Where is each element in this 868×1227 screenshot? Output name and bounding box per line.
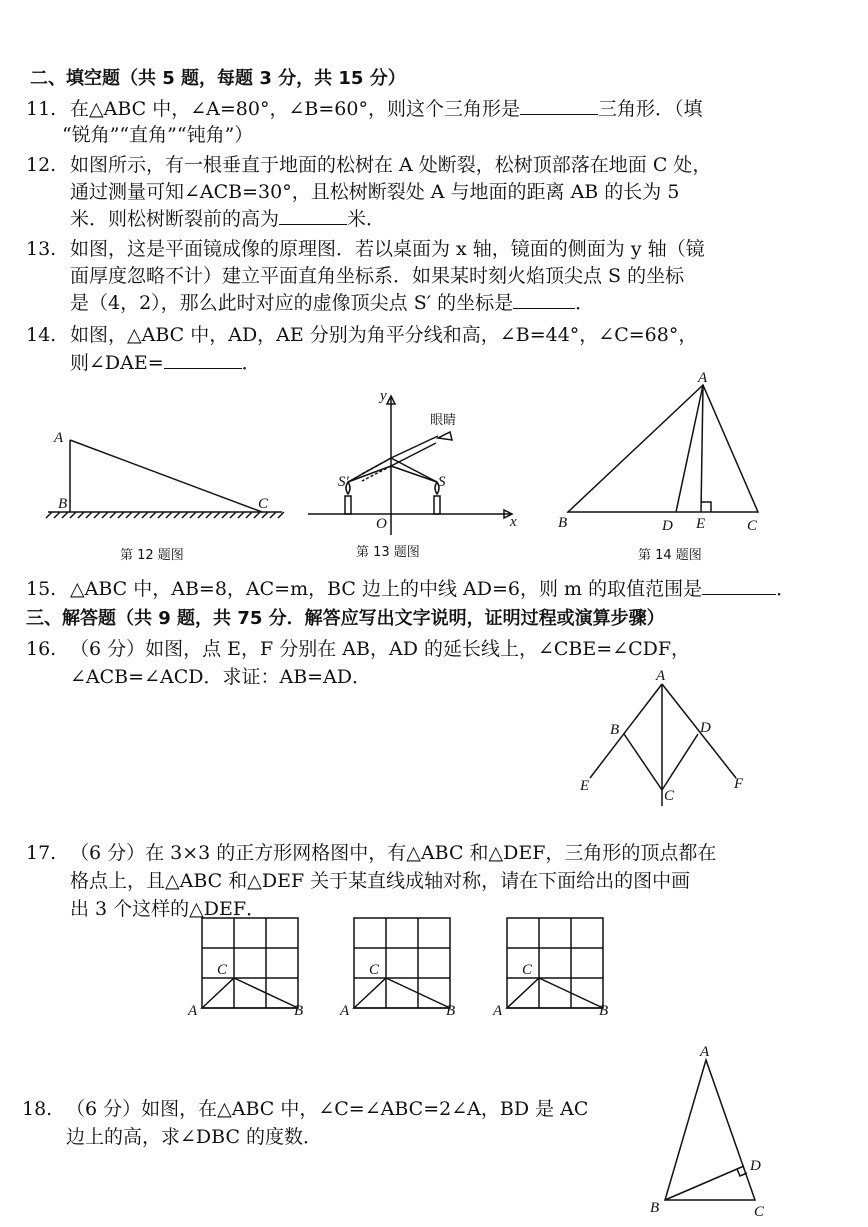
q15-text-b: ． — [776, 578, 796, 600]
q12-text-b: 米． — [347, 208, 386, 230]
fig13-caption: 第 13 题图 — [356, 545, 420, 560]
q11-line2: “锐角”“直角”“钝角”） — [62, 124, 254, 146]
figure-14 — [558, 370, 758, 563]
fig16-segment-af — [662, 684, 736, 778]
fig18-label-b: B — [650, 1200, 660, 1216]
fig13-candle — [434, 496, 440, 514]
section-3-header: 三、解答题（共 9 题，共 75 分．解答应写出文字说明，证明过程或演算步骤） — [26, 608, 665, 629]
fig13-ray-4 — [391, 458, 437, 482]
q17-line2: 格点上，且△ABC 和△DEF 关于某直线成轴对称，请在下面给出的图中画 — [70, 870, 691, 892]
grid3-triangle-abc — [507, 978, 603, 1008]
fig16-segment-ae — [590, 684, 662, 778]
fig13-label-eye: 眼睛 — [430, 413, 457, 428]
q16-line2: ∠ACB=∠ACD．求证：AB=AD． — [70, 666, 372, 688]
figure-17-grid-1 — [187, 918, 303, 1019]
q12-text-a: 米．则松树断裂前的高为 — [70, 208, 280, 230]
grid2-label-b: B — [446, 1003, 456, 1019]
q18-line2: 边上的高，求∠DBC 的度数． — [66, 1126, 323, 1148]
q12-line2: 通过测量可知∠ACB=30°，且松树断裂处 A 与地面的距离 AB 的长为 5 — [70, 181, 680, 203]
q11-number: 11. — [26, 98, 57, 120]
q13-line2: 面厚度忽略不计）建立平面直角坐标系．如果某时刻火焰顶尖点 S 的坐标 — [70, 265, 685, 287]
grid3-label-b: B — [599, 1003, 609, 1019]
fig18-triangle-abc — [665, 1060, 755, 1200]
fig14-label-e: E — [696, 516, 706, 532]
fig13-label-s-prime: S′ — [338, 474, 349, 490]
fig16-label-d: D — [700, 720, 711, 736]
q15-text-a: △ABC 中，AB=8，AC=m，BC 边上的中线 AD=6，则 m 的取值范围是 — [70, 578, 703, 600]
fig16-label-a: A — [656, 668, 666, 684]
fig16-label-c: C — [664, 788, 675, 804]
figure-18 — [650, 1044, 765, 1220]
fig12-ground-hatch — [46, 512, 284, 518]
fig13-eye-icon — [438, 432, 452, 440]
q18-number: 18. — [22, 1098, 53, 1120]
q14-text-b: ． — [241, 352, 261, 374]
q14-number: 14. — [26, 324, 57, 346]
q13-number: 13. — [26, 238, 57, 260]
fig13-label-y: y — [380, 388, 387, 404]
fig12-caption: 第 12 题图 — [120, 548, 184, 563]
figure-17-grid-2 — [339, 918, 455, 1019]
q15-answer-blank[interactable] — [702, 576, 776, 595]
fig16-segment-dc — [662, 734, 698, 790]
grid2-triangle-abc — [354, 978, 450, 1008]
fig13-label-s: S — [438, 474, 446, 490]
grid3-label-a: A — [493, 1003, 503, 1019]
fig16-label-b: B — [610, 722, 620, 738]
q18-line1 — [22, 1096, 588, 1122]
fig14-caption: 第 14 题图 — [638, 548, 702, 563]
grid2-label-a: A — [340, 1003, 350, 1019]
fig13-ray-3 — [391, 466, 437, 482]
q16-line1 — [26, 636, 690, 662]
q11-text-a: 在△ABC 中，∠A=80°，∠B=60°，则这个三角形是 — [70, 98, 520, 120]
q11-text-b: 三角形．（填 — [597, 98, 703, 120]
figure-16 — [579, 668, 744, 806]
q13-text-a: 是（4，2），那么此时对应的虚像顶尖点 S′ 的坐标是 — [70, 292, 514, 314]
fig12-label-b: B — [58, 496, 68, 512]
fig14-right-angle-mark — [701, 502, 711, 512]
grid1-label-b: B — [294, 1003, 304, 1019]
fig13-label-x: x — [510, 514, 517, 530]
fig14-segment-ae — [701, 385, 703, 512]
q15-line — [26, 576, 795, 602]
q17-text: （6 分）在 3×3 的正方形网格图中，有△ABC 和△DEF，三角形的顶点都在 — [70, 842, 717, 864]
fig12-label-a: A — [54, 430, 64, 446]
q13-text: 如图，这是平面镜成像的原理图．若以桌面为 x 轴，镜面的侧面为 y 轴（镜 — [70, 238, 705, 260]
fig18-label-d: D — [750, 1158, 761, 1174]
grid1-label-c: C — [217, 962, 228, 978]
q14-text: 如图，△ABC 中，AD，AE 分别为角平分线和高，∠B=44°，∠C=68°， — [70, 324, 698, 346]
q15-number: 15. — [26, 578, 57, 600]
fig16-segment-bc — [624, 734, 662, 790]
grid1-label-a: A — [188, 1003, 198, 1019]
q13-text-b: ． — [575, 292, 595, 314]
fig14-segment-ad — [676, 385, 703, 512]
fig13-label-o: O — [376, 516, 387, 532]
fig14-triangle-abc — [568, 385, 758, 512]
q12-text: 如图所示，有一根垂直于地面的松树在 A 处断裂，松树顶部落在地面 C 处， — [70, 154, 712, 176]
fig16-label-f: F — [734, 776, 744, 792]
fig13-ray-1 — [348, 466, 391, 482]
fig18-label-a: A — [700, 1044, 710, 1060]
grid1-triangle-abc — [202, 978, 298, 1008]
section-2-header: 二、填空题（共 5 题，每题 3 分，共 15 分） — [30, 68, 406, 89]
fig14-label-b: B — [558, 515, 568, 531]
q12-number: 12. — [26, 154, 57, 176]
fig12-label-c: C — [258, 496, 269, 512]
figure-17-grid-3 — [492, 918, 608, 1019]
fig14-label-a: A — [698, 370, 708, 386]
grid3-label-c: C — [522, 962, 533, 978]
q16-number: 16. — [26, 638, 57, 660]
fig18-label-c: C — [754, 1204, 765, 1220]
fig14-label-d: D — [662, 518, 673, 534]
figure-12 — [46, 430, 284, 563]
q17-number: 17. — [26, 842, 57, 864]
q14-text-a: 则∠DAE= — [70, 352, 164, 374]
q18-text: （6 分）如图，在△ABC 中，∠C=∠ABC=2∠A，BD 是 AC — [66, 1098, 589, 1120]
fig18-segment-bd — [665, 1166, 744, 1200]
q17-line3: 出 3 个这样的△DEF． — [70, 898, 266, 920]
grid2-label-c: C — [369, 962, 380, 978]
fig16-label-e: E — [580, 778, 590, 794]
fig13-virtual-candle — [345, 496, 351, 514]
fig12-segment-ac — [70, 440, 262, 512]
figure-13 — [308, 388, 517, 560]
q16-text: （6 分）如图，点 E，F 分别在 AB，AD 的延长线上，∠CBE=∠CDF， — [70, 638, 691, 660]
q17-line1 — [26, 840, 716, 866]
fig14-label-c: C — [747, 518, 758, 534]
